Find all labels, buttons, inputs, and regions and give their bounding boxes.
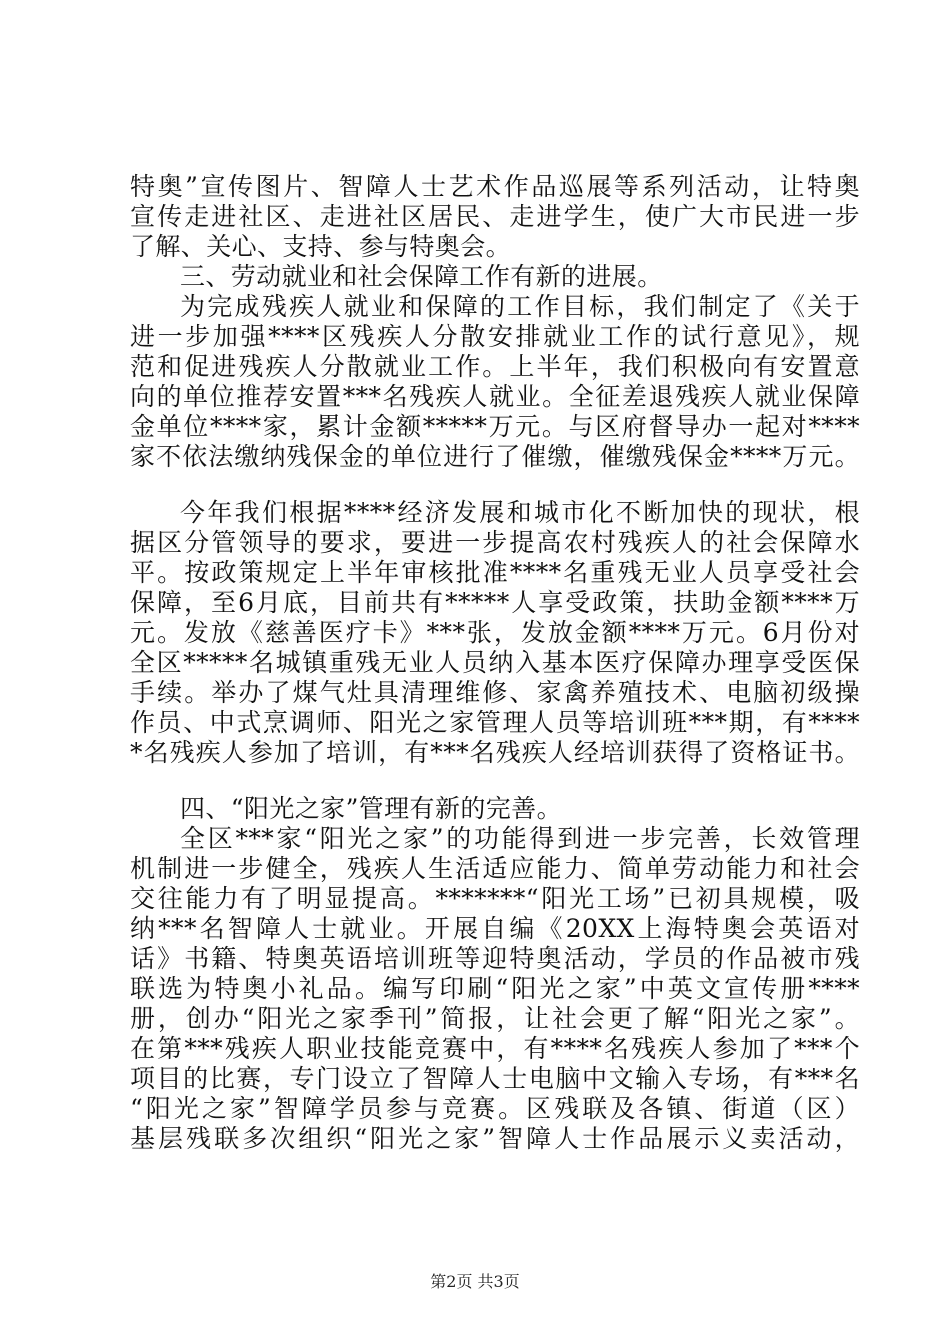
paragraph-spacer [130, 768, 860, 794]
text-line: *名残疾人参加了培训，有***名残疾人经培训获得了资格证书。 [130, 738, 860, 767]
text-line: 项目的比赛，专门设立了智障人士电脑中文输入专场，有***名 [130, 1064, 860, 1093]
text-line: 机制进一步健全，残疾人生活适应能力、简单劳动能力和社会 [130, 854, 860, 883]
text-line: 联选为特奥小礼品。编写印刷“阳光之家”中英文宣传册**** [130, 974, 860, 1003]
text-line: 交往能力有了明显提高。*******“阳光工场”已初具规模，吸 [130, 884, 860, 913]
text-line: 册，创办“阳光之家季刊”简报，让社会更了解“阳光之家”。 [130, 1004, 860, 1033]
text-line: 三、劳动就业和社会保障工作有新的进展。 [180, 262, 663, 291]
text-line: 基层残联多次组织“阳光之家”智障人士作品展示义卖活动， [130, 1124, 860, 1153]
text-line: 进一步加强****区残疾人分散安排就业工作的试行意见》，规 [130, 322, 860, 351]
text-line: 手续。举办了煤气灶具清理维修、家禽养殖技术、电脑初级操 [130, 678, 860, 707]
text-line: 四、“阳光之家”管理有新的完善。 [180, 794, 562, 823]
text-line: 宣传走进社区、走进社区居民、走进学生，使广大市民进一步 [130, 202, 860, 231]
text-line: 话》书籍、特奥英语培训班等迎特奥活动，学员的作品被市残 [130, 944, 860, 973]
text-line: 保障，至6月底，目前共有*****人享受政策，扶助金额****万 [130, 588, 860, 617]
text-line: “阳光之家”智障学员参与竞赛。区残联及各镇、街道（区） [130, 1094, 860, 1123]
text-line: 了解、关心、支持、参与特奥会。 [130, 232, 512, 261]
text-line: 向的单位推荐安置***名残疾人就业。全征差退残疾人就业保障 [130, 382, 860, 411]
text-line: 据区分管领导的要求，要进一步提高农村残疾人的社会保障水 [130, 528, 860, 557]
document-body [130, 172, 860, 1154]
page-footer: 第2页 共3页 [430, 1272, 520, 1291]
text-line: 作员、中式烹调师、阳光之家管理人员等培训班***期，有**** [130, 708, 860, 737]
text-line: 特奥”宣传图片、智障人士艺术作品巡展等系列活动，让特奥 [130, 172, 860, 201]
paragraph-spacer [130, 472, 860, 498]
text-line: 在第***残疾人职业技能竞赛中，有****名残疾人参加了***个 [130, 1034, 860, 1063]
text-line: 元。发放《慈善医疗卡》***张，发放金额****万元。6月份对 [130, 618, 860, 647]
text-line: 全区*****名城镇重残无业人员纳入基本医疗保障办理享受医保 [130, 648, 860, 677]
text-line: 今年我们根据****经济发展和城市化不断加快的现状，根 [180, 498, 860, 527]
text-line: 平。按政策规定上半年审核批准****名重残无业人员享受社会 [130, 558, 860, 587]
text-line: 纳***名智障人士就业。开展自编《20XX上海特奥会英语对 [130, 914, 860, 943]
text-line: 家不依法缴纳残保金的单位进行了催缴，催缴残保金****万元。 [130, 442, 860, 471]
text-line: 范和促进残疾人分散就业工作。上半年，我们积极向有安置意 [130, 352, 860, 381]
text-line: 为完成残疾人就业和保障的工作目标，我们制定了《关于 [180, 292, 860, 321]
text-line: 全区***家“阳光之家”的功能得到进一步完善，长效管理 [180, 824, 860, 853]
text-line: 金单位****家，累计金额*****万元。与区府督导办一起对**** [130, 412, 860, 441]
